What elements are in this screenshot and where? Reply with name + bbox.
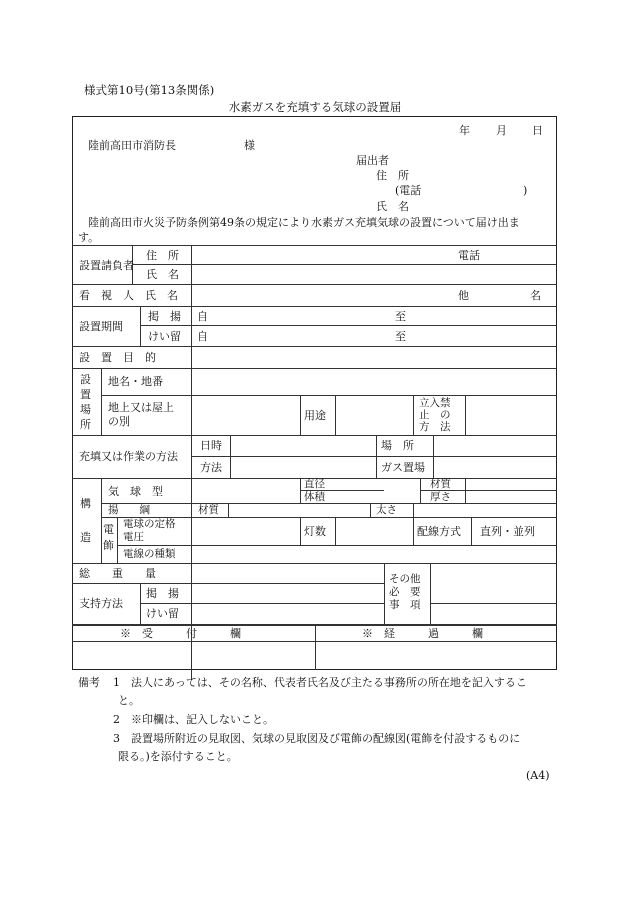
form-frame bbox=[72, 116, 557, 670]
rule bbox=[72, 346, 557, 347]
volume-label: 体積 bbox=[304, 491, 325, 503]
applicant-address-label: 住 所 bbox=[376, 169, 409, 182]
lamp-count-label: 灯数 bbox=[304, 525, 326, 538]
period-hoist-label: 掲 揚 bbox=[148, 310, 181, 323]
structure-label-char-2: 造 bbox=[80, 531, 91, 544]
other-items-label-line-2: 必 要 bbox=[389, 586, 421, 598]
requester-phone-label: 電話 bbox=[458, 249, 480, 262]
watcher-count-unit: 名 bbox=[530, 289, 541, 302]
balloon-material-label: 材質 bbox=[430, 478, 451, 490]
rule bbox=[465, 478, 466, 503]
rule bbox=[335, 395, 336, 435]
rule bbox=[72, 245, 557, 246]
form-number: 様式第10号(第13条関係) bbox=[84, 83, 215, 97]
rule bbox=[420, 478, 421, 503]
rule bbox=[370, 503, 371, 517]
statement-line-1: 陸前高田市火災予防条例第49条の規定により水素ガス充填気球の設置について届け出ま bbox=[88, 216, 520, 229]
note-1-line-2: と。 bbox=[118, 694, 140, 707]
rope-material-label: 材質 bbox=[198, 504, 219, 516]
period-hoist-from: 自 bbox=[197, 310, 208, 323]
period-moor-from: 自 bbox=[197, 330, 208, 343]
requester-address-label: 住 所 bbox=[146, 249, 179, 262]
diameter-label: 直径 bbox=[304, 478, 325, 490]
rated-voltage-label-line-1: 電球の定格 bbox=[123, 518, 176, 530]
rule bbox=[101, 368, 102, 435]
rule bbox=[117, 545, 557, 546]
support-moor-label: けい留 bbox=[146, 607, 179, 620]
no-entry-label-line-2: 止 の bbox=[419, 409, 451, 421]
rope-size-label: 太さ bbox=[376, 504, 397, 516]
rule bbox=[300, 478, 301, 503]
rule bbox=[191, 456, 557, 457]
rule bbox=[315, 624, 316, 670]
period-label: 設置期間 bbox=[79, 320, 123, 333]
work-place-label: 場 所 bbox=[381, 439, 414, 452]
applicant-phone-close: ) bbox=[523, 184, 528, 197]
rule bbox=[413, 517, 414, 545]
note-3-line-2: 限る。)を添付すること。 bbox=[118, 750, 238, 763]
requester-name-label: 氏 名 bbox=[146, 268, 179, 281]
purpose-label: 設 置 目 的 bbox=[79, 351, 156, 364]
no-entry-label-line-3: 方 法 bbox=[419, 421, 451, 433]
honorific: 様 bbox=[244, 139, 255, 152]
reception-column-label: ※ 受 付 欄 bbox=[120, 627, 241, 640]
rule bbox=[140, 583, 141, 624]
rule bbox=[228, 503, 229, 517]
rule bbox=[72, 368, 557, 369]
rule bbox=[72, 563, 557, 564]
decoration-label-char-1: 電 bbox=[103, 523, 114, 536]
notes-label: 備考 bbox=[78, 676, 100, 689]
rule bbox=[72, 284, 557, 285]
work-method-label: 充填又は作業の方法 bbox=[79, 450, 178, 463]
rule bbox=[335, 517, 336, 545]
location-label-char-1: 設 bbox=[80, 373, 91, 386]
rule bbox=[117, 517, 118, 563]
statement-line-2: す。 bbox=[78, 231, 100, 244]
rated-voltage-label-line-2: 電圧 bbox=[123, 531, 144, 543]
applicant-phone-open: (電話 bbox=[395, 184, 422, 197]
usage-label: 用途 bbox=[304, 409, 326, 422]
balloon-thickness-label: 厚さ bbox=[430, 491, 451, 503]
rule bbox=[101, 395, 557, 396]
decoration-label-char-2: 飾 bbox=[103, 539, 114, 552]
location-label-char-4: 所 bbox=[80, 418, 91, 431]
total-weight-label: 総 重 量 bbox=[79, 567, 156, 580]
date-month-label: 月 bbox=[496, 124, 507, 137]
note-2-text: ※印欄は、記入しないこと。 bbox=[131, 713, 274, 726]
rule bbox=[72, 435, 557, 436]
note-1-line-1: 法人にあっては、その名称、代表者氏名及び主たる事務所の所在地を記入するこ bbox=[131, 676, 527, 689]
rule bbox=[300, 517, 301, 545]
ground-roof-label-line-2: の別 bbox=[108, 415, 130, 428]
location-label-char-2: 置 bbox=[80, 388, 91, 401]
rule bbox=[101, 478, 102, 563]
note-3-number: 3 bbox=[113, 732, 120, 745]
rule bbox=[384, 563, 385, 624]
rule bbox=[72, 306, 557, 307]
rule bbox=[230, 435, 231, 478]
rule bbox=[140, 603, 384, 604]
other-items-label-line-1: その他 bbox=[389, 573, 421, 585]
ground-roof-label-line-1: 地上又は屋上 bbox=[108, 401, 174, 414]
structure-label-char-1: 構 bbox=[80, 497, 91, 510]
addressee: 陸前高田市消防長 bbox=[88, 139, 176, 152]
watcher-name-label: 看 視 人 氏 名 bbox=[79, 289, 178, 302]
rule bbox=[413, 503, 414, 517]
period-moor-label: けい留 bbox=[148, 330, 181, 343]
period-hoist-to: 至 bbox=[395, 310, 406, 323]
location-label-char-3: 場 bbox=[80, 403, 91, 416]
rule bbox=[433, 435, 434, 478]
lot-name-label: 地名・地番 bbox=[108, 375, 163, 388]
rule bbox=[132, 264, 557, 265]
gas-storage-label: ガス置場 bbox=[381, 461, 425, 474]
support-hoist-label: 掲 揚 bbox=[146, 587, 179, 600]
balloon-type-label: 気 球 型 bbox=[108, 485, 163, 498]
rule bbox=[140, 306, 141, 346]
no-entry-label-line-1: 立入禁 bbox=[419, 397, 451, 409]
applicant-label: 届出者 bbox=[356, 154, 389, 167]
rule bbox=[376, 435, 377, 478]
watcher-others-label: 他 bbox=[458, 289, 469, 302]
rule bbox=[430, 603, 557, 604]
other-items-label-line-3: 事 項 bbox=[389, 599, 421, 611]
rule bbox=[140, 325, 557, 326]
hoist-rope-label: 揚 綱 bbox=[108, 504, 150, 516]
progress-column-label: ※ 経 過 欄 bbox=[362, 627, 483, 640]
rule bbox=[191, 245, 192, 680]
rule bbox=[471, 517, 472, 545]
series-parallel-option: 直列・並列 bbox=[480, 525, 535, 538]
note-3-line-1: 設置場所附近の見取図、気球の見取図及び電飾の配線図(電飾を付設するものに bbox=[131, 732, 521, 745]
rule bbox=[430, 563, 431, 624]
period-moor-to: 至 bbox=[395, 330, 406, 343]
rule bbox=[465, 395, 466, 435]
rule bbox=[413, 395, 414, 435]
applicant-name-label: 氏 名 bbox=[376, 200, 409, 213]
support-method-label: 支持方法 bbox=[79, 597, 123, 610]
wiring-method-label: 配線方式 bbox=[417, 525, 461, 538]
rule bbox=[300, 395, 301, 435]
work-method-sub-label: 方法 bbox=[200, 461, 222, 474]
rule bbox=[72, 583, 384, 584]
note-1-number: 1 bbox=[113, 676, 120, 689]
paper-size: (A4) bbox=[526, 769, 550, 782]
wire-type-label: 電線の種類 bbox=[123, 548, 176, 560]
date-day-label: 日 bbox=[532, 124, 543, 137]
note-2-number: 2 bbox=[113, 713, 120, 726]
rule bbox=[101, 503, 557, 504]
date-year-label: 年 bbox=[459, 124, 470, 137]
work-datetime-label: 日時 bbox=[200, 439, 222, 452]
document-title: 水素ガスを充填する気球の設置届 bbox=[228, 100, 402, 114]
requester-label: 設置請負者 bbox=[79, 259, 134, 272]
